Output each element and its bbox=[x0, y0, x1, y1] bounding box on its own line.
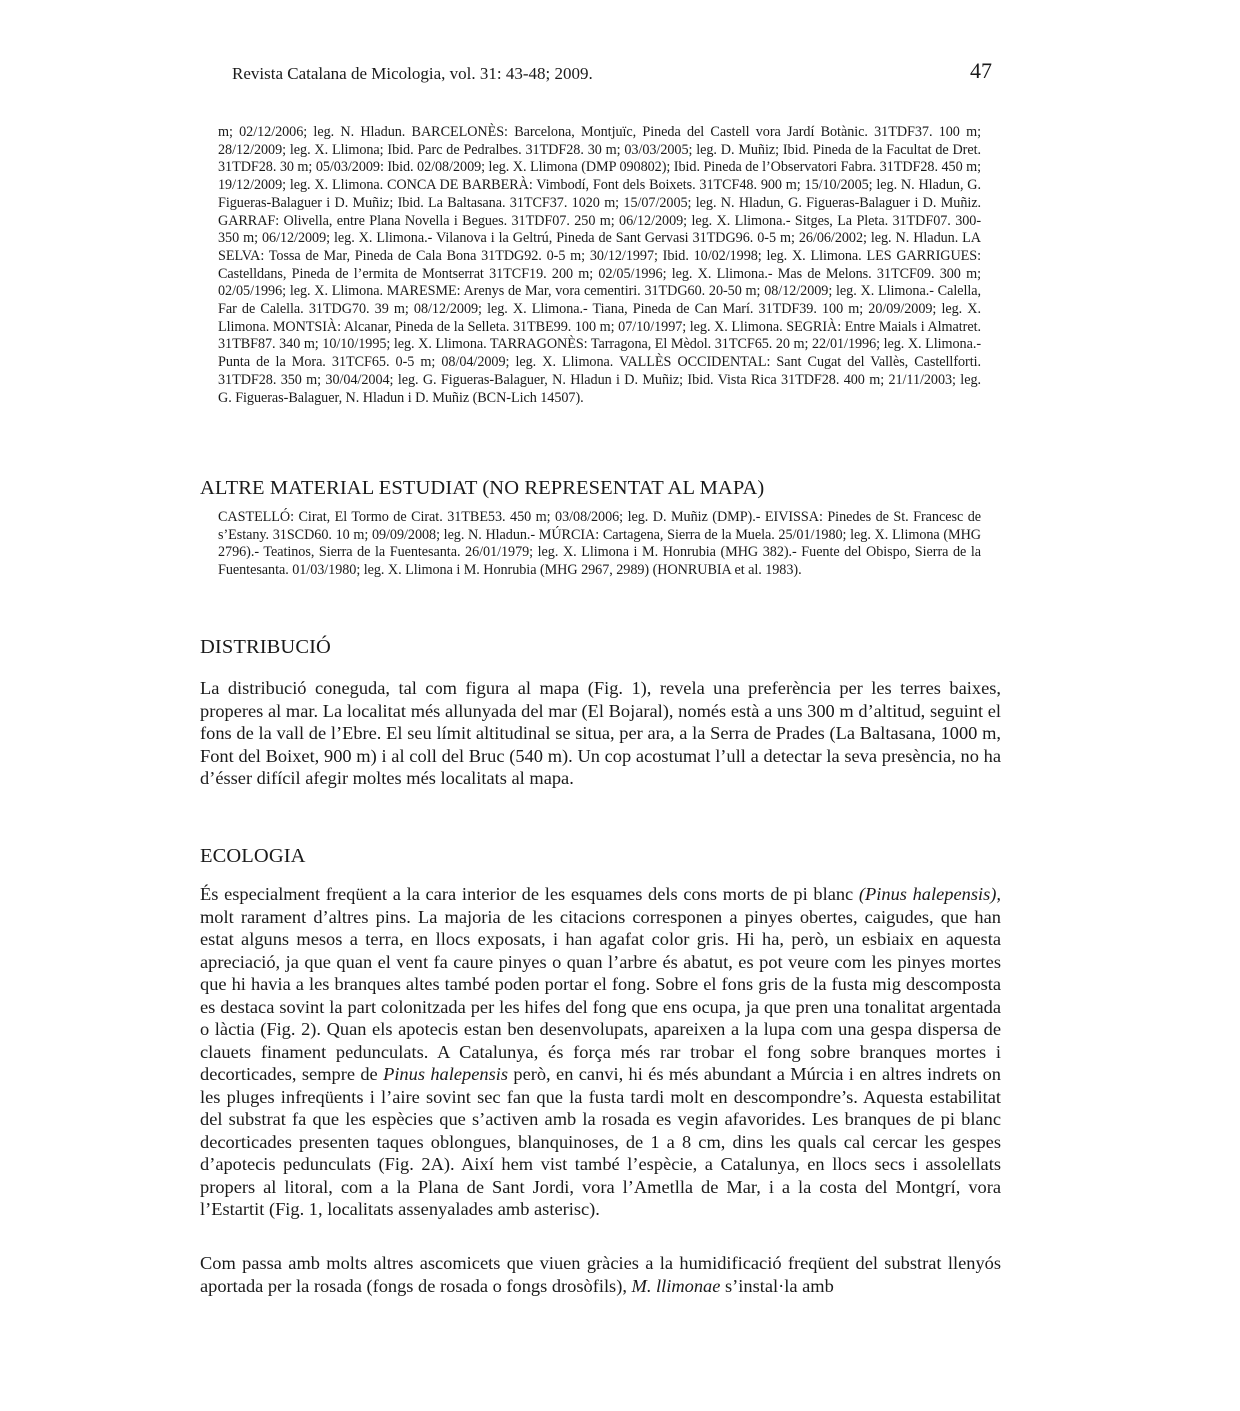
ecology-paragraph-1 bbox=[200, 883, 1001, 1221]
other-material-list: CASTELLÓ: Cirat, El Tormo de Cirat. 31TBE53. 450 m; 03/08/2006; leg. D. Muñiz (DMP).- EIVISSA: Pinedes de St. Francesc de s’Estany. 31SCD60. 10 m; 09/09/2008; leg. N. Hladun.- MÚRCIA: Cartagena, Sierra de la Muela. 25/01/1980; leg. X. Llimona (MHG 2796).- Teatinos, Sierra de la Fuentesanta. 26/01/1979; leg. X. Llimona i M. Honrubia (MHG 382).- Fuente del Obispo, Sierra de la Fuentesanta. 01/03/1980; leg. X. Llimona i M. Honrubia (MHG 2967, 2989) (HONRUBIA et al. 1983). bbox=[218, 509, 981, 579]
distribution-paragraph: La distribució coneguda, tal com figura al mapa (Fig. 1), revela una preferència per les terres baixes, properes al mar. La localitat més allunyada del mar (El Bojaral), només està a uns 300 m d’altitud, seguint el fons de la vall de l’Ebre. El seu límit altitudinal se situa, per ara, a la Serra de Prades (La Baltasana, 1000 m, Font del Boixet, 900 m) i al coll del Bruc (540 m). Un cop acostumat l’ull a detectar la seva presència, no ha d’ésser difícil afegir moltes més localitats al mapa. bbox=[200, 678, 1001, 788]
ecology-heading: ECOLOGIA bbox=[200, 845, 306, 867]
ecology-p2-text-a: Com passa amb molts altres ascomicets que viuen gràcies a la humidificació freqüent del substrat llenyós aportada per la rosada (fongs de rosada o fongs drosòfils), bbox=[200, 1253, 1001, 1296]
ecology-p1-text-a: És especialment freqüent a la cara interior de les esquames dels cons morts de pi blanc bbox=[200, 884, 859, 904]
ecology-p1-species-1: (Pinus halepensis), bbox=[858, 884, 1001, 904]
ecology-paragraph-2 bbox=[200, 1252, 1001, 1297]
running-header bbox=[232, 58, 992, 88]
ecology-p1-text-b: molt rarament d’altres pins. La majoria de les citacions corresponen a pinyes obertes, caigudes, que han estat alguns mesos a terra, en llocs exposats, i han agafat color gris. Hi ha, però, un esbiaix en aquesta apreciació, ja que quan el vent fa caure pinyes o quan l’arbre és abatut, es pot veure com les pinyes mortes que hi havia a les branques altes també poden portar el fong. Sobre el fons gris de la fusta mig descomposta es destaca sovint la part colonitzada per les hifes del fong que ens ocupa, ja que pren una tonalitat argentada o làctia (Fig. 2). Quan els apotecis estan ben desenvolupats, apareixen a la lupa com una gespa dispersa de clauets finament pedunculats. A Catalunya, és força més rar trobar el fong sobre branques mortes i decorticades, sempre de bbox=[200, 906, 1001, 1084]
ecology-p2-text-b: s’instal·la amb bbox=[720, 1275, 834, 1296]
other-material-heading: ALTRE MATERIAL ESTUDIAT (NO REPRESENTAT AL MAPA) bbox=[200, 477, 765, 499]
page-number: 47 bbox=[970, 58, 992, 83]
journal-citation: Revista Catalana de Micologia, vol. 31: 43-48; 2009. bbox=[232, 64, 593, 83]
ecology-p2-species: M. llimonae bbox=[631, 1275, 721, 1296]
ecology-p1-species-2: Pinus halepensis bbox=[383, 1064, 508, 1084]
distribution-heading: DISTRIBUCIÓ bbox=[200, 636, 331, 658]
ecology-p1-text-c: però, en canvi, hi és més abundant a Múrcia i en altres indrets on les pluges infreqüents i l’aire sovint sec fan que la fusta tardi molt en descompondre’s. Aquesta estabilitat del substrat fa que les espècies que s’activen amb la rosada es vegin afavorides. Les branques de pi blanc decorticades presenten taques oblongues, blanquinoses, de 1 a 8 cm, dins les quals cal cercar les gespes d’apotecis pedunculats (Fig. 2A). Així hem vist també l’espècie, a Catalunya, en llocs secs i assolellats propers al litoral, com a la Plana de Sant Jordi, vora l’Ametlla de Mar, i a la costa del Montgrí, vora l’Estartit (Fig. 1, localitats assenyalades amb asterisc). bbox=[200, 1064, 1001, 1219]
localities-list: m; 02/12/2006; leg. N. Hladun. BARCELONÈS: Barcelona, Montjuïc, Pineda del Castell vora Jardí Botànic. 31TDF37. 100 m; 28/12/2009; leg. X. Llimona; Ibid. Parc de Pedralbes. 31TDF28. 30 m; 03/03/2005; leg. D. Muñiz; Ibid. Pineda de la Facultat de Dret. 31TDF28. 30 m; 05/03/2009: Ibid. 02/08/2009; leg. X. Llimona (DMP 090802); Ibid. Pineda de l’Observatori Fabra. 31TDF28. 450 m; 19/12/2009; leg. X. Llimona. CONCA DE BARBERÀ: Vimbodí, Font dels Boixets. 31TCF48. 900 m; 15/10/2005; leg. N. Hladun, G. Figueras-Balaguer i D. Muñiz; Ibid. La Baltasana. 31TCF37. 1020 m; 15/07/2005; leg. N. Hladun, G. Figueras-Balaguer i D. Muñiz. GARRAF: Olivella, entre Plana Novella i Begues. 31TDF07. 250 m; 06/12/2009; leg. X. Llimona.- Sitges, La Pleta. 31TDF07. 300-350 m; 06/12/2009; leg. X. Llimona.- Vilanova i la Geltrú, Pineda de Sant Gervasi 31TDG96. 0-5 m; 26/06/2002; leg. N. Hladun. LA SELVA: Tossa de Mar, Pineda de Cala Bona 31TDG92. 0-5 m; 30/12/1997; Ibid. 10/02/1998; leg. X. Llimona. LES GARRIGUES: Castelldans, Pineda de l’ermita de Montserrat 31TCF19. 200 m; 02/05/1996; leg. X. Llimona.- Mas de Melons. 31TCF09. 300 m; 02/05/1996; leg. X. Llimona. MARESME: Arenys de Mar, vora cementiri. 31TDG60. 20-50 m; 08/12/2009; leg. X. Llimona.- Calella, Far de Calella. 31TDG70. 39 m; 08/12/2009; leg. X. Llimona.- Tiana, Pineda de Can Marí. 31TDF39. 100 m; 20/09/2009; leg. X. Llimona. MONTSIÀ: Alcanar, Pineda de la Selleta. 31TBE99. 100 m; 07/10/1997; leg. X. Llimona. SEGRIÀ: Entre Maials i Almatret. 31TBF87. 340 m; 10/10/1995; leg. X. Llimona. TARRAGONÈS: Tarragona, El Mèdol. 31TCF65. 20 m; 22/01/1996; leg. X. Llimona.- Punta de la Mora. 31TCF65. 0-5 m; 08/04/2009; leg. X. Llimona. VALLÈS OCCIDENTAL: Sant Cugat del Vallès, Castellforti. 31TDF28. 350 m; 30/04/2004; leg. G. Figueras-Balaguer, N. Hladun i D. Muñiz; Ibid. Vista Rica 31TDF28. 400 m; 21/11/2003; leg. G. Figueras-Balaguer, N. Hladun i D. Muñiz (BCN-Lich 14507). bbox=[218, 124, 981, 406]
